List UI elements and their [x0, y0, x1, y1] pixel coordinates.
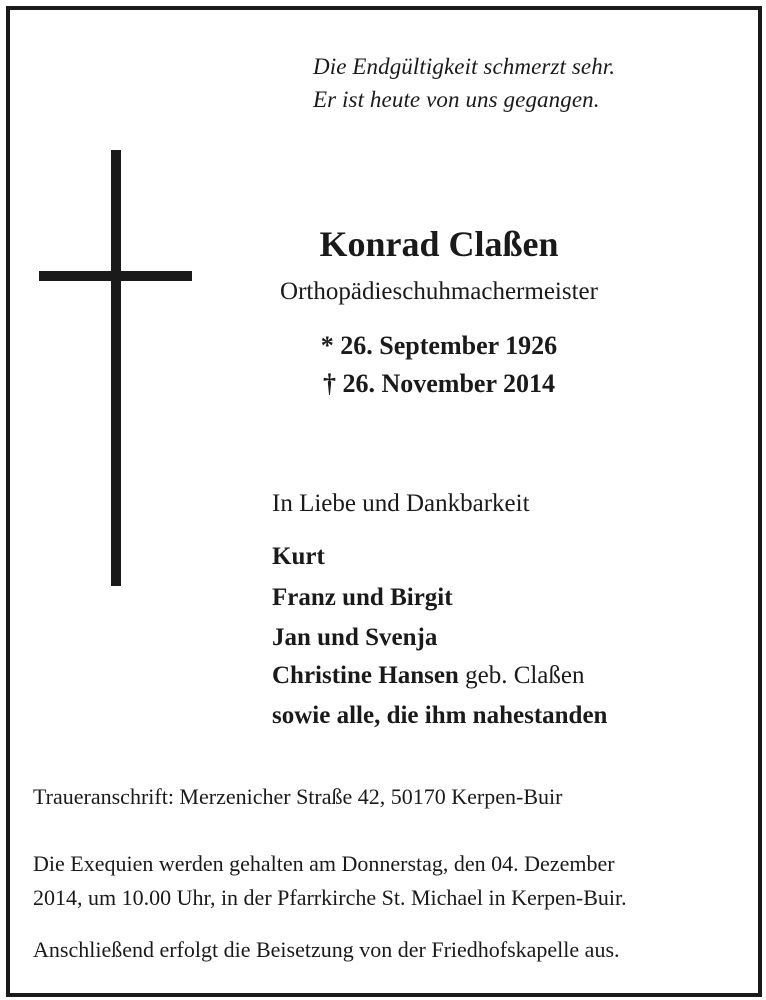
mourner-name-text: Christine Hansen [272, 662, 459, 689]
cross-vertical-bar [111, 150, 121, 586]
mourner-name-text: Kurt [272, 543, 325, 570]
deceased-profession: Orthopädieschuhmachermeister [280, 278, 598, 305]
cross-horizontal-bar [39, 271, 192, 281]
mourners-intro: In Liebe und Dankbarkeit [272, 490, 530, 517]
mourner-name [272, 662, 585, 690]
mourner-name-text: sowie alle, die ihm nahestanden [272, 702, 608, 729]
quote-line-1: Die Endgültigkeit schmerzt sehr. [313, 54, 616, 79]
death-date: † 26. November 2014 [322, 369, 556, 398]
birth-date: * 26. September 1926 [320, 331, 558, 360]
mourner-name-suffix: geb. Claßen [458, 662, 585, 689]
service-info-line-2: 2014, um 10.00 Uhr, in der Pfarrkirche St. Michael in Kerpen-Buir. [33, 885, 627, 910]
mourner-name-text: Franz und Birgit [272, 584, 453, 611]
mourner-name [272, 702, 607, 730]
service-info-line-1: Die Exequien werden gehalten am Donnerstag, den 04. Dezember [33, 851, 615, 876]
mourner-name [272, 584, 453, 612]
burial-info: Anschließend erfolgt die Beisetzung von der Friedhofskapelle aus. [33, 937, 620, 962]
mourner-name-text: Jan und Svenja [272, 624, 438, 651]
mourner-name [272, 543, 325, 571]
quote-line-2: Er ist heute von uns gegangen. [313, 87, 600, 112]
mourning-address: Traueranschrift: Merzenicher Straße 42, 50170 Kerpen-Buir [33, 784, 563, 809]
deceased-name: Konrad Claßen [319, 224, 559, 264]
mourner-name [272, 624, 437, 652]
